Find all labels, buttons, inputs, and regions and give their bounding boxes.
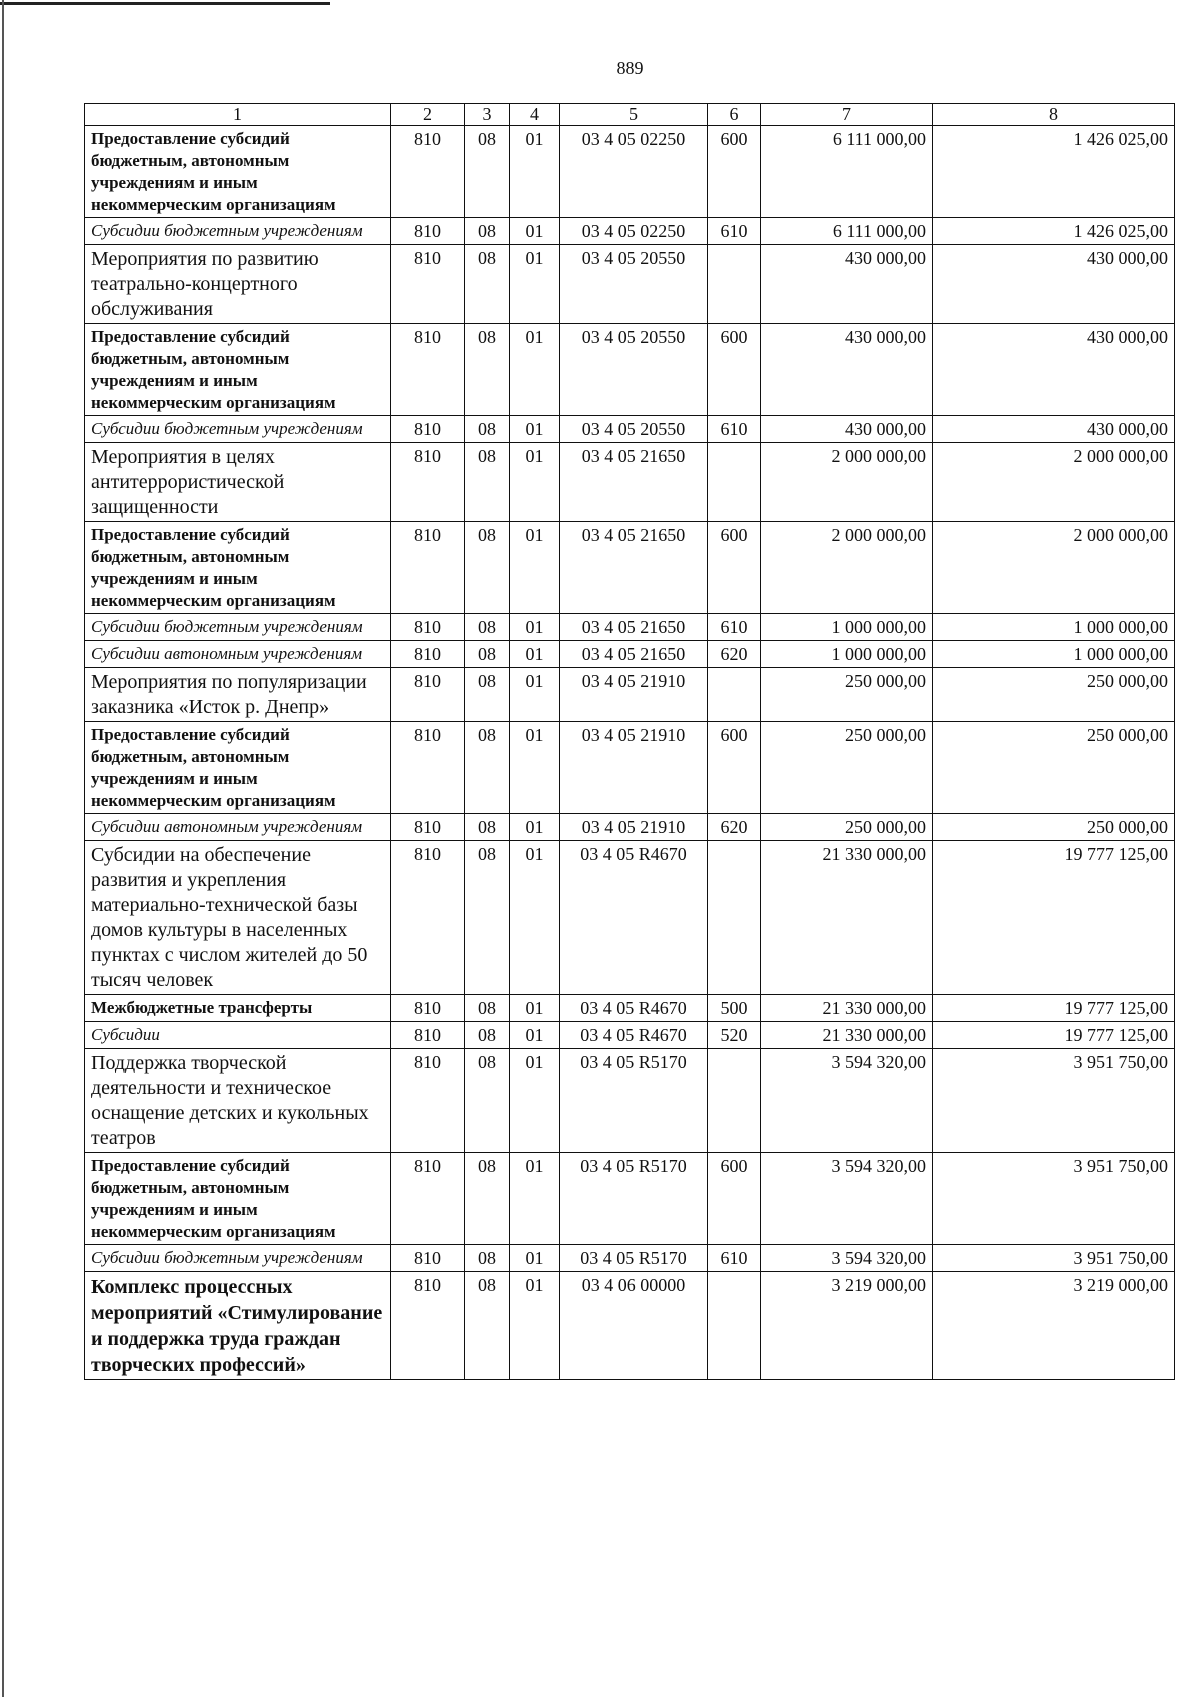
cell-admin-code: 810 (391, 641, 465, 668)
cell-target-article: 03 4 05 21910 (560, 814, 708, 841)
cell-amount-col-7: 250 000,00 (761, 668, 933, 722)
cell-admin-code: 810 (391, 668, 465, 722)
cell-admin-code: 810 (391, 126, 465, 218)
cell-amount-col-7: 430 000,00 (761, 324, 933, 416)
cell-amount-col-8: 3 951 750,00 (933, 1153, 1175, 1245)
table-row (85, 1272, 1175, 1380)
cell-amount-col-8: 19 777 125,00 (933, 995, 1175, 1022)
cell-subsection-code: 01 (510, 126, 560, 218)
cell-admin-code: 810 (391, 1272, 465, 1380)
cell-target-article: 03 4 06 00000 (560, 1272, 708, 1380)
cell-section-code: 08 (465, 126, 510, 218)
table-row (85, 1049, 1175, 1153)
page-number: 889 (616, 58, 644, 78)
cell-subsection-code: 01 (510, 722, 560, 814)
cell-amount-col-8: 3 951 750,00 (933, 1245, 1175, 1272)
cell-amount-col-8: 430 000,00 (933, 245, 1175, 324)
cell-amount-col-7: 430 000,00 (761, 245, 933, 324)
cell-amount-col-7: 21 330 000,00 (761, 841, 933, 995)
cell-expense-type (708, 841, 761, 995)
table-row (85, 324, 1175, 416)
cell-section-code: 08 (465, 1022, 510, 1049)
budget-table (84, 103, 1175, 1380)
cell-expense-type: 610 (708, 1245, 761, 1272)
cell-admin-code: 810 (391, 324, 465, 416)
cell-subsection-code: 01 (510, 245, 560, 324)
cell-amount-col-7: 2 000 000,00 (761, 443, 933, 522)
cell-section-code: 08 (465, 324, 510, 416)
cell-target-article: 03 4 05 R5170 (560, 1153, 708, 1245)
cell-amount-col-8: 430 000,00 (933, 416, 1175, 443)
table-row (85, 245, 1175, 324)
cell-amount-col-7: 21 330 000,00 (761, 1022, 933, 1049)
cell-item-name: Субсидии автономным учреждениям (85, 814, 391, 841)
cell-admin-code: 810 (391, 1022, 465, 1049)
cell-expense-type: 600 (708, 1153, 761, 1245)
cell-amount-col-8: 250 000,00 (933, 668, 1175, 722)
cell-expense-type: 620 (708, 814, 761, 841)
header-cell-8: 8 (933, 104, 1175, 126)
cell-section-code: 08 (465, 641, 510, 668)
table-row (85, 126, 1175, 218)
cell-target-article: 03 4 05 R5170 (560, 1245, 708, 1272)
cell-admin-code: 810 (391, 245, 465, 324)
cell-target-article: 03 4 05 R4670 (560, 1022, 708, 1049)
table-row (85, 614, 1175, 641)
cell-subsection-code: 01 (510, 1049, 560, 1153)
table-row (85, 995, 1175, 1022)
cell-admin-code: 810 (391, 814, 465, 841)
table-row (85, 668, 1175, 722)
cell-target-article: 03 4 05 02250 (560, 126, 708, 218)
cell-item-name: Мероприятия в целях антитеррористической защищенности (85, 443, 391, 522)
cell-subsection-code: 01 (510, 1022, 560, 1049)
cell-expense-type: 600 (708, 722, 761, 814)
cell-subsection-code: 01 (510, 1245, 560, 1272)
table-row (85, 522, 1175, 614)
cell-subsection-code: 01 (510, 614, 560, 641)
cell-admin-code: 810 (391, 1049, 465, 1153)
cell-amount-col-8: 1 000 000,00 (933, 614, 1175, 641)
cell-target-article: 03 4 05 R4670 (560, 841, 708, 995)
cell-amount-col-8: 1 000 000,00 (933, 641, 1175, 668)
cell-target-article: 03 4 05 21910 (560, 722, 708, 814)
cell-amount-col-7: 250 000,00 (761, 722, 933, 814)
cell-section-code: 08 (465, 814, 510, 841)
cell-amount-col-7: 6 111 000,00 (761, 126, 933, 218)
header-cell-5: 5 (560, 104, 708, 126)
cell-amount-col-7: 1 000 000,00 (761, 641, 933, 668)
cell-item-name: Поддержка творческой деятельности и техническое оснащение детских и кукольных театров (85, 1049, 391, 1153)
cell-expense-type: 610 (708, 218, 761, 245)
cell-expense-type (708, 668, 761, 722)
cell-expense-type: 610 (708, 416, 761, 443)
cell-section-code: 08 (465, 841, 510, 995)
cell-subsection-code: 01 (510, 1153, 560, 1245)
cell-subsection-code: 01 (510, 443, 560, 522)
cell-target-article: 03 4 05 02250 (560, 218, 708, 245)
header-cell-2: 2 (391, 104, 465, 126)
cell-item-name: Субсидии автономным учреждениям (85, 641, 391, 668)
cell-amount-col-8: 1 426 025,00 (933, 218, 1175, 245)
cell-admin-code: 810 (391, 416, 465, 443)
cell-amount-col-7: 1 000 000,00 (761, 614, 933, 641)
cell-item-name: Предоставление субсидий бюджетным, автономным учреждениям и иным некоммерческим организациям (85, 324, 391, 416)
table-row (85, 722, 1175, 814)
cell-expense-type: 600 (708, 324, 761, 416)
cell-section-code: 08 (465, 1049, 510, 1153)
cell-admin-code: 810 (391, 722, 465, 814)
table-row (85, 641, 1175, 668)
table-body (85, 126, 1175, 1380)
cell-target-article: 03 4 05 21650 (560, 641, 708, 668)
cell-amount-col-8: 3 219 000,00 (933, 1272, 1175, 1380)
cell-item-name: Субсидии (85, 1022, 391, 1049)
cell-section-code: 08 (465, 416, 510, 443)
cell-amount-col-7: 3 594 320,00 (761, 1153, 933, 1245)
cell-subsection-code: 01 (510, 218, 560, 245)
cell-item-name: Предоставление субсидий бюджетным, автономным учреждениям и иным некоммерческим организациям (85, 722, 391, 814)
cell-amount-col-8: 250 000,00 (933, 814, 1175, 841)
cell-item-name: Субсидии бюджетным учреждениям (85, 416, 391, 443)
table-row (85, 841, 1175, 995)
cell-expense-type (708, 245, 761, 324)
table-row (85, 1022, 1175, 1049)
cell-target-article: 03 4 05 21910 (560, 668, 708, 722)
cell-amount-col-7: 3 594 320,00 (761, 1245, 933, 1272)
table-row (85, 814, 1175, 841)
cell-subsection-code: 01 (510, 416, 560, 443)
cell-expense-type (708, 1272, 761, 1380)
cell-expense-type: 610 (708, 614, 761, 641)
cell-amount-col-8: 3 951 750,00 (933, 1049, 1175, 1153)
cell-section-code: 08 (465, 218, 510, 245)
cell-expense-type: 500 (708, 995, 761, 1022)
cell-target-article: 03 4 05 21650 (560, 614, 708, 641)
cell-expense-type (708, 1049, 761, 1153)
header-cell-3: 3 (465, 104, 510, 126)
cell-target-article: 03 4 05 20550 (560, 324, 708, 416)
cell-admin-code: 810 (391, 841, 465, 995)
cell-target-article: 03 4 05 R4670 (560, 995, 708, 1022)
header-cell-7: 7 (761, 104, 933, 126)
top-edge-rule (0, 2, 330, 5)
cell-admin-code: 810 (391, 522, 465, 614)
cell-item-name: Субсидии бюджетным учреждениям (85, 1245, 391, 1272)
cell-item-name: Межбюджетные трансферты (85, 995, 391, 1022)
cell-amount-col-8: 2 000 000,00 (933, 443, 1175, 522)
cell-amount-col-7: 430 000,00 (761, 416, 933, 443)
cell-expense-type: 600 (708, 522, 761, 614)
cell-amount-col-8: 1 426 025,00 (933, 126, 1175, 218)
table-row (85, 1153, 1175, 1245)
cell-admin-code: 810 (391, 995, 465, 1022)
cell-subsection-code: 01 (510, 641, 560, 668)
cell-admin-code: 810 (391, 614, 465, 641)
cell-section-code: 08 (465, 1153, 510, 1245)
cell-amount-col-8: 19 777 125,00 (933, 1022, 1175, 1049)
cell-amount-col-7: 2 000 000,00 (761, 522, 933, 614)
cell-item-name: Предоставление субсидий бюджетным, автономным учреждениям и иным некоммерческим организациям (85, 522, 391, 614)
table-row (85, 218, 1175, 245)
cell-item-name: Мероприятия по развитию театрально-концертного обслуживания (85, 245, 391, 324)
header-cell-4: 4 (510, 104, 560, 126)
cell-amount-col-8: 2 000 000,00 (933, 522, 1175, 614)
cell-amount-col-7: 250 000,00 (761, 814, 933, 841)
cell-admin-code: 810 (391, 1245, 465, 1272)
cell-amount-col-8: 19 777 125,00 (933, 841, 1175, 995)
cell-section-code: 08 (465, 1245, 510, 1272)
header-row (85, 104, 1175, 126)
cell-amount-col-8: 430 000,00 (933, 324, 1175, 416)
cell-subsection-code: 01 (510, 324, 560, 416)
cell-subsection-code: 01 (510, 668, 560, 722)
cell-admin-code: 810 (391, 218, 465, 245)
cell-item-name: Предоставление субсидий бюджетным, автономным учреждениям и иным некоммерческим организациям (85, 1153, 391, 1245)
cell-section-code: 08 (465, 722, 510, 814)
cell-subsection-code: 01 (510, 995, 560, 1022)
left-edge-rule (2, 0, 4, 1697)
cell-section-code: 08 (465, 245, 510, 324)
cell-expense-type: 620 (708, 641, 761, 668)
cell-target-article: 03 4 05 21650 (560, 443, 708, 522)
table-row (85, 416, 1175, 443)
cell-amount-col-7: 21 330 000,00 (761, 995, 933, 1022)
cell-section-code: 08 (465, 995, 510, 1022)
cell-admin-code: 810 (391, 443, 465, 522)
header-cell-6: 6 (708, 104, 761, 126)
cell-admin-code: 810 (391, 1153, 465, 1245)
cell-target-article: 03 4 05 21650 (560, 522, 708, 614)
cell-item-name: Комплекс процессных мероприятий «Стимулирование и поддержка труда граждан творческих профессий» (85, 1272, 391, 1380)
cell-item-name: Мероприятия по популяризации заказника «Исток р. Днепр» (85, 668, 391, 722)
cell-section-code: 08 (465, 443, 510, 522)
table-row (85, 1245, 1175, 1272)
cell-expense-type (708, 443, 761, 522)
cell-target-article: 03 4 05 R5170 (560, 1049, 708, 1153)
cell-subsection-code: 01 (510, 522, 560, 614)
cell-expense-type: 600 (708, 126, 761, 218)
cell-amount-col-7: 3 594 320,00 (761, 1049, 933, 1153)
cell-amount-col-8: 250 000,00 (933, 722, 1175, 814)
cell-target-article: 03 4 05 20550 (560, 245, 708, 324)
table-row (85, 443, 1175, 522)
cell-item-name: Субсидии на обеспечение развития и укрепления материально-технической базы домов культуры в населенных пунктах с числом жителей до 50 тысяч человек (85, 841, 391, 995)
cell-section-code: 08 (465, 614, 510, 641)
cell-section-code: 08 (465, 668, 510, 722)
cell-subsection-code: 01 (510, 1272, 560, 1380)
header-cell-1: 1 (85, 104, 391, 126)
cell-item-name: Субсидии бюджетным учреждениям (85, 614, 391, 641)
cell-item-name: Предоставление субсидий бюджетным, автономным учреждениям и иным некоммерческим организациям (85, 126, 391, 218)
cell-amount-col-7: 3 219 000,00 (761, 1272, 933, 1380)
cell-expense-type: 520 (708, 1022, 761, 1049)
cell-amount-col-7: 6 111 000,00 (761, 218, 933, 245)
cell-item-name: Субсидии бюджетным учреждениям (85, 218, 391, 245)
cell-section-code: 08 (465, 1272, 510, 1380)
cell-subsection-code: 01 (510, 841, 560, 995)
cell-subsection-code: 01 (510, 814, 560, 841)
cell-target-article: 03 4 05 20550 (560, 416, 708, 443)
cell-section-code: 08 (465, 522, 510, 614)
